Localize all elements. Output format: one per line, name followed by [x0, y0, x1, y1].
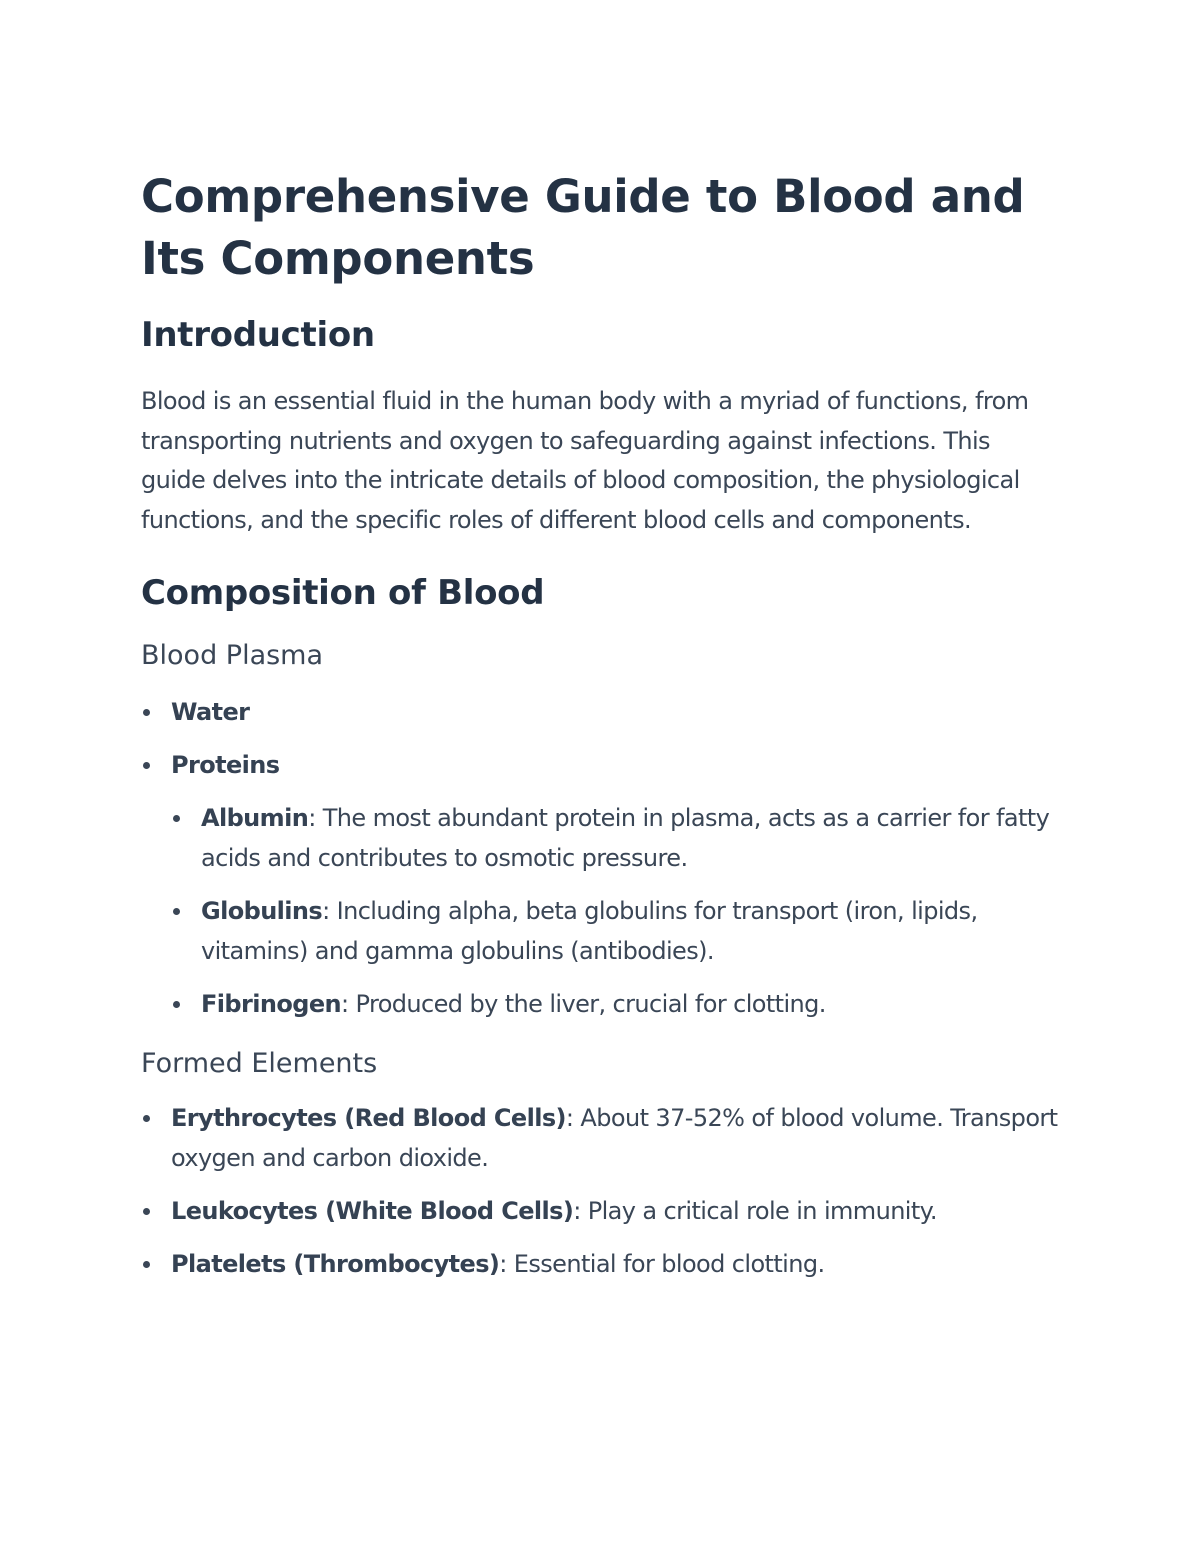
- list-item-description: : Essential for blood clotting.: [499, 1250, 825, 1278]
- document-page: [141, 166, 1061, 1297]
- list-item-term: Water: [171, 698, 250, 726]
- bullet-icon: [143, 709, 150, 716]
- list-item: [171, 891, 1061, 971]
- list-item: [171, 798, 1061, 878]
- blood-plasma-heading: Blood Plasma: [141, 640, 324, 671]
- bullet-icon: [173, 1001, 180, 1008]
- bullet-icon: [143, 1115, 150, 1122]
- list-item-term: Leukocytes (White Blood Cells): [171, 1197, 574, 1225]
- list-item: [171, 984, 1061, 1024]
- list-item: [141, 1098, 1061, 1178]
- bullet-icon: [143, 1261, 150, 1268]
- list-item-term: Fibrinogen: [201, 990, 341, 1018]
- list-item-term: Erythrocytes (Red Blood Cells): [171, 1104, 566, 1132]
- list-item-term: Proteins: [171, 751, 280, 779]
- composition-heading: Composition of Blood: [141, 573, 545, 613]
- bullet-icon: [173, 815, 180, 822]
- list-item-description: : About 37-52% of blood volume. Transport oxygen and carbon dioxide.: [171, 1104, 1058, 1172]
- list-item-description: : The most abundant protein in plasma, acts as a carrier for fatty acids and contributes to osmotic pressure.: [201, 804, 1050, 872]
- introduction-paragraph: Blood is an essential fluid in the human body with a myriad of functions, from transporting nutrients and oxygen to safeguarding against infections. This guide delves into the intricate details of blood composition, the physiological functions, and the specific roles of different blood cells and components.: [141, 387, 1029, 534]
- list-item: [141, 1244, 1061, 1284]
- document-title: Comprehensive Guide to Blood and Its Components: [141, 170, 1025, 285]
- list-item-term: Albumin: [201, 804, 309, 832]
- list-item: [141, 692, 1061, 732]
- list-item: [141, 745, 1061, 1024]
- list-item-term: Globulins: [201, 897, 323, 925]
- bullet-icon: [173, 908, 180, 915]
- proteins-sublist: [171, 798, 1061, 1024]
- bullet-icon: [143, 762, 150, 769]
- formed-elements-heading: Formed Elements: [141, 1048, 378, 1079]
- formed-elements-list: [141, 1098, 1061, 1284]
- list-item-description: : Produced by the liver, crucial for clotting.: [340, 990, 826, 1018]
- introduction-heading: Introduction: [141, 315, 375, 355]
- list-item-term: Platelets (Thrombocytes): [171, 1250, 500, 1278]
- list-item: [141, 1191, 1061, 1231]
- plasma-list: [141, 692, 1061, 1024]
- bullet-icon: [143, 1208, 150, 1215]
- list-item-description: : Including alpha, beta globulins for transport (iron, lipids, vitamins) and gamma globulins (antibodies).: [201, 897, 978, 965]
- list-item-description: : Play a critical role in immunity.: [573, 1197, 937, 1225]
